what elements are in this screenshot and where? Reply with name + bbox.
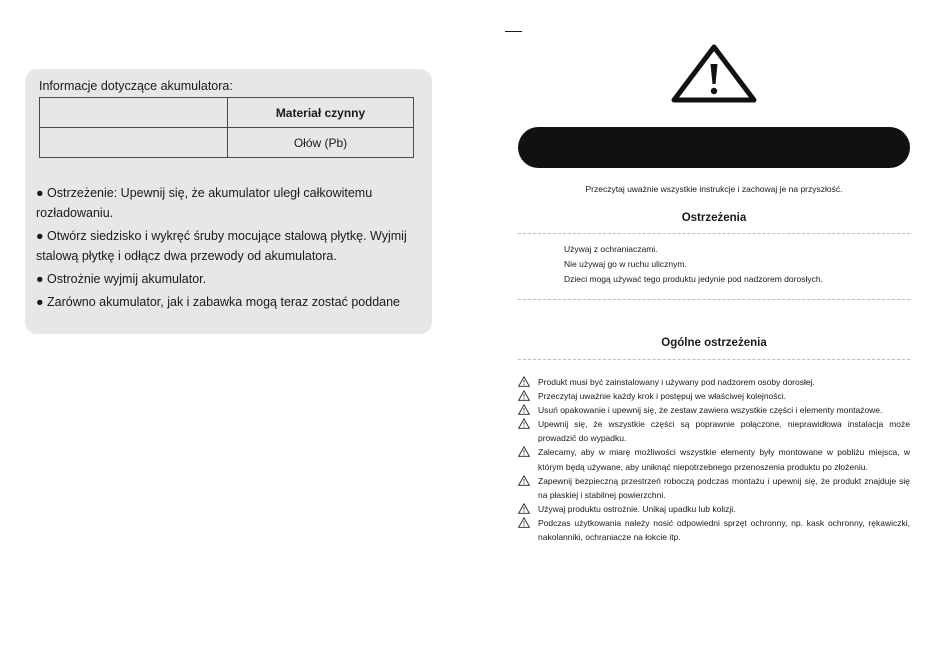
list-item-text: Przeczytaj uważnie każdy krok i postępuj we właściwej kolejności. xyxy=(538,391,787,402)
battery-info-box xyxy=(25,69,432,334)
warning-small-icon xyxy=(518,446,530,457)
black-title-banner xyxy=(518,127,910,168)
instruction-text: Przeczytaj uważnie wszystkie instrukcje i zachowaj je na przyszłość. xyxy=(585,184,843,194)
list-item-text: Podczas użytkowania należy nosić odpowiedni sprzęt ochronny, np. kask ochronny, rękawiczki, nakolanniki, ochraniacze na łokcie itp. xyxy=(538,517,910,543)
bullet-item: ● Ostrożnie wyjmij akumulator. xyxy=(36,272,207,286)
list-item xyxy=(518,389,910,403)
bullet-item: ● Otwórz siedzisko i wykręć śruby mocujące stalową płytkę. Wyjmij stalową płytkę i odłącz dwa przewody od akumulatora. xyxy=(36,229,407,263)
warning-small-icon xyxy=(518,517,530,528)
table-row xyxy=(40,128,414,158)
battery-removal-steps xyxy=(36,183,421,315)
list-item-text: Upewnij się, że wszystkie części są poprawnie połączone, nieprawidłowa instalacja może prowadzić do wypadku. xyxy=(538,419,910,444)
page-top-mark xyxy=(505,31,522,32)
list-item-text: Produkt musi być zainstalowany i używany pod nadzorem osoby dorosłej. xyxy=(538,377,815,387)
list-item xyxy=(518,516,910,544)
table-cell-material-value: Ołów (Pb) xyxy=(228,128,414,158)
warning-triangle-icon xyxy=(670,42,758,104)
bullet-item: ● Zarówno akumulator, jak i zabawka mogą teraz zostać poddane xyxy=(36,295,400,309)
list-item-text: Usuń opakowanie i upewnij się, że zestaw zawiera wszystkie części i elementy montażowe. xyxy=(538,405,883,416)
list-item-text: Zapewnij bezpieczną przestrzeń roboczą podczas montażu i upewnij się, że produkt znajduje się na płaskiej i stabilnej powierzchni. xyxy=(538,475,910,500)
warning-line: Dzieci mogą używać tego produktu jedynie pod nadzorem dorosłych. xyxy=(564,274,823,284)
divider xyxy=(518,299,910,300)
battery-info-title: Informacje dotyczące akumulatora: xyxy=(39,79,233,93)
warnings-list xyxy=(564,242,904,287)
warning-small-icon xyxy=(518,390,530,401)
table-header-cell-material: Materiał czynny xyxy=(228,98,414,128)
table-header-cell-empty xyxy=(40,98,228,128)
warning-small-icon xyxy=(518,376,530,387)
divider xyxy=(518,359,910,360)
general-warnings-heading: Ogólne ostrzeżenia xyxy=(661,337,767,349)
list-item-text: Używaj produktu ostrożnie. Unikaj upadku lub kolizji. xyxy=(538,503,736,514)
warning-small-icon xyxy=(518,503,530,514)
list-item xyxy=(518,375,910,389)
table-header-row xyxy=(40,98,414,128)
list-item xyxy=(518,417,910,445)
warnings-heading: Ostrzeżenia xyxy=(681,212,747,224)
bullet-item: ● Ostrzeżenie: Upewnij się, że akumulator uległ całkowitemu rozładowaniu. xyxy=(36,186,373,220)
general-warnings-list xyxy=(518,375,910,544)
warning-line: Nie używaj go w ruchu ulicznym. xyxy=(564,259,687,269)
warning-small-icon xyxy=(518,404,530,415)
list-item xyxy=(518,445,910,473)
list-item xyxy=(518,403,910,417)
warning-small-icon xyxy=(518,475,530,486)
warning-line: Używaj z ochraniaczami. xyxy=(564,244,658,254)
table-cell-empty xyxy=(40,128,228,158)
battery-table xyxy=(39,97,414,158)
list-item-text: Zalecamy, aby w miarę możliwości wszystkie elementy były montowane w pobliżu miejsca, w którym będą używane, aby uniknąć niepotrzebnego przenoszenia produktu po złożeniu. xyxy=(538,447,910,472)
warning-small-icon xyxy=(518,418,530,429)
list-item xyxy=(518,474,910,502)
list-item xyxy=(518,502,910,516)
divider xyxy=(518,233,910,234)
